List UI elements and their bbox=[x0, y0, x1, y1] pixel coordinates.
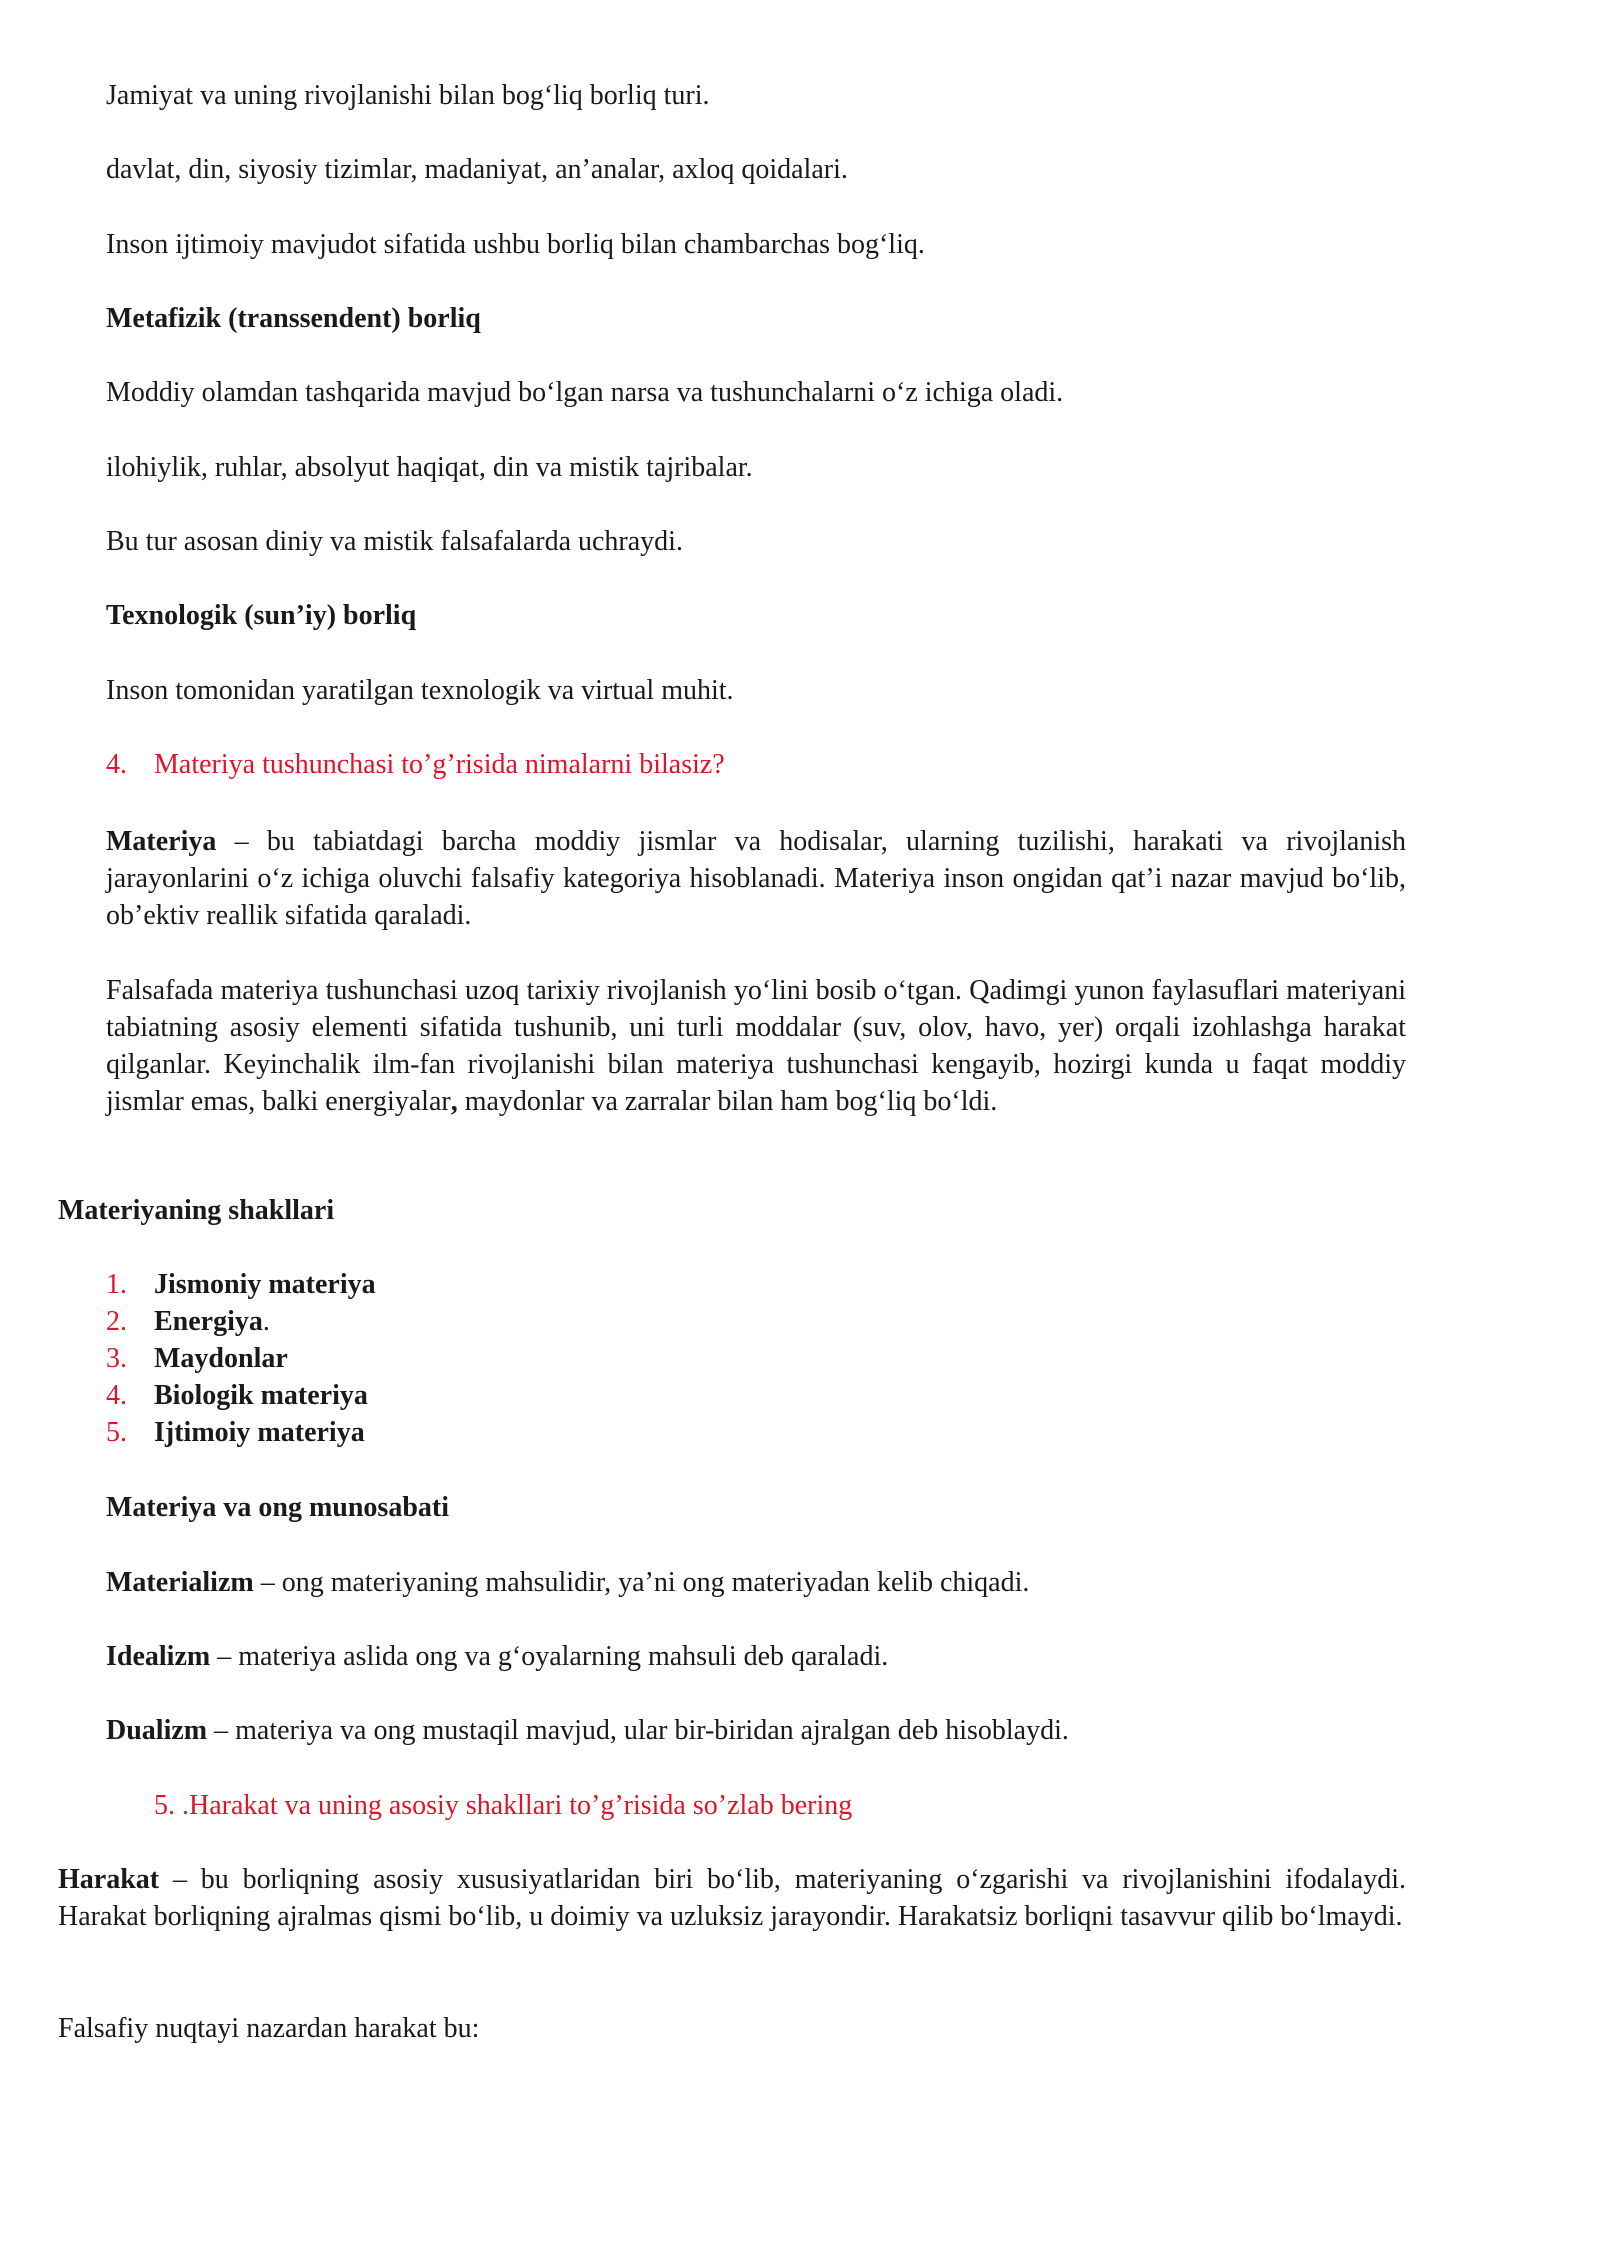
definition-text: – materiya aslida ong va g‘oyalarning mahsuli deb qaraladi. bbox=[210, 1641, 889, 1672]
list-number: 3. bbox=[106, 1343, 127, 1374]
question-number: 4. bbox=[106, 749, 127, 780]
list-item bbox=[106, 1377, 376, 1414]
list-item-text: Jismoniy materiya bbox=[154, 1269, 376, 1300]
paragraph bbox=[106, 823, 1406, 934]
text-line: Inson ijtimoiy mavjudot sifatida ushbu borliq bilan chambarchas bog‘liq. bbox=[106, 229, 925, 260]
list-number: 5. bbox=[106, 1417, 127, 1448]
section-heading: Metafizik (transsendent) borliq bbox=[106, 303, 481, 334]
forms-list bbox=[106, 1266, 376, 1451]
list-item bbox=[106, 1414, 376, 1451]
list-number: 4. bbox=[106, 1380, 127, 1411]
list-item bbox=[106, 1303, 376, 1340]
question-text: Materiya tushunchasi to’g’risida nimalarni bilasiz? bbox=[154, 749, 725, 780]
list-item bbox=[106, 1266, 376, 1303]
definition-line bbox=[106, 1564, 1029, 1601]
paragraph-text: Falsafada materiya tushunchasi uzoq tarixiy rivojlanish yo‘lini bosib o‘tgan. Qadimgi yunon faylasuflari materiyani tabiatning asosiy elementi sifatida tushunib, uni turli moddalar (suv, olov, havo, yer) orqali izohlashga harakat qilganlar. Keyinchalik ilm-fan rivojlanishi bilan materiya tushunchasi kengayib, hozirgi kunda u faqat moddiy jismlar emas, balki energiyalar bbox=[106, 975, 1406, 1117]
list-item-text: Ijtimoiy materiya bbox=[154, 1417, 365, 1448]
section-heading: Materiyaning shakllari bbox=[58, 1195, 335, 1226]
section-heading: Materiya va ong munosabati bbox=[106, 1492, 449, 1523]
section-heading: Texnologik (sun’iy) borliq bbox=[106, 600, 417, 631]
paragraph bbox=[58, 1861, 1406, 1935]
paragraph bbox=[106, 972, 1406, 1120]
definition-line bbox=[106, 1638, 888, 1675]
text-line: Bu tur asosan diniy va mistik falsafalarda uchraydi. bbox=[106, 526, 683, 557]
list-item bbox=[106, 1340, 376, 1377]
term: Idealizm bbox=[106, 1641, 211, 1672]
question-heading: 5. .Harakat va uning asosiy shakllari to’g’risida so’zlab bering bbox=[154, 1790, 853, 1821]
text-line: Falsafiy nuqtayi nazardan harakat bu: bbox=[58, 2013, 480, 2044]
text-line: Inson tomonidan yaratilgan texnologik va virtual muhit. bbox=[106, 675, 734, 706]
term: Materializm bbox=[106, 1567, 254, 1598]
paragraph-text: – bu tabiatdagi barcha moddiy jismlar va hodisalar, ularning tuzilishi, harakati va rivojlanish jarayonlarini o‘z ichiga oluvchi falsafiy kategoriya hisoblanadi. Materiya inson ongidan qat’i nazar mavjud bo‘lib, ob’ektiv reallik sifatida qaraladi. bbox=[106, 826, 1406, 931]
term: Harakat bbox=[58, 1864, 160, 1895]
list-number: 1. bbox=[106, 1269, 127, 1300]
definition-text: – materiya va ong mustaqil mavjud, ular bir-biridan ajralgan deb hisoblaydi. bbox=[207, 1715, 1069, 1746]
text-line: davlat, din, siyosiy tizimlar, madaniyat, an’analar, axloq qoidalari. bbox=[106, 154, 848, 185]
paragraph-text: maydonlar va zarralar bilan ham bog‘liq bo‘ldi. bbox=[457, 1086, 998, 1117]
list-item-text: Biologik materiya bbox=[154, 1380, 368, 1411]
paragraph-text: – bu borliqning asosiy xususiyatlaridan biri bo‘lib, materiyaning o‘zgarishi va rivojlanishini ifodalaydi. Harakat borliqning ajralmas qismi bo‘lib, u doimiy va uzluksiz jarayondir. Harakatsiz borliqni tasavvur qilib bo‘lmaydi. bbox=[58, 1864, 1406, 1932]
definition-line bbox=[106, 1712, 1069, 1749]
list-item-text: Maydonlar bbox=[154, 1343, 288, 1374]
bold-comma: , bbox=[450, 1086, 458, 1117]
text-line: ilohiylik, ruhlar, absolyut haqiqat, din va mistik tajribalar. bbox=[106, 452, 753, 483]
list-number: 2. bbox=[106, 1306, 127, 1337]
text-line: Jamiyat va uning rivojlanishi bilan bog‘liq borliq turi. bbox=[106, 80, 710, 111]
term: Dualizm bbox=[106, 1715, 208, 1746]
question-heading bbox=[106, 746, 725, 783]
text-line: Moddiy olamdan tashqarida mavjud bo‘lgan narsa va tushunchalarni o‘z ichiga oladi. bbox=[106, 377, 1064, 408]
term: Materiya bbox=[106, 826, 217, 857]
list-item-suffix: . bbox=[262, 1306, 270, 1337]
list-item-text: Energiya bbox=[154, 1306, 263, 1337]
definition-text: – ong materiyaning mahsulidir, ya’ni ong materiyadan kelib chiqadi. bbox=[253, 1567, 1030, 1598]
